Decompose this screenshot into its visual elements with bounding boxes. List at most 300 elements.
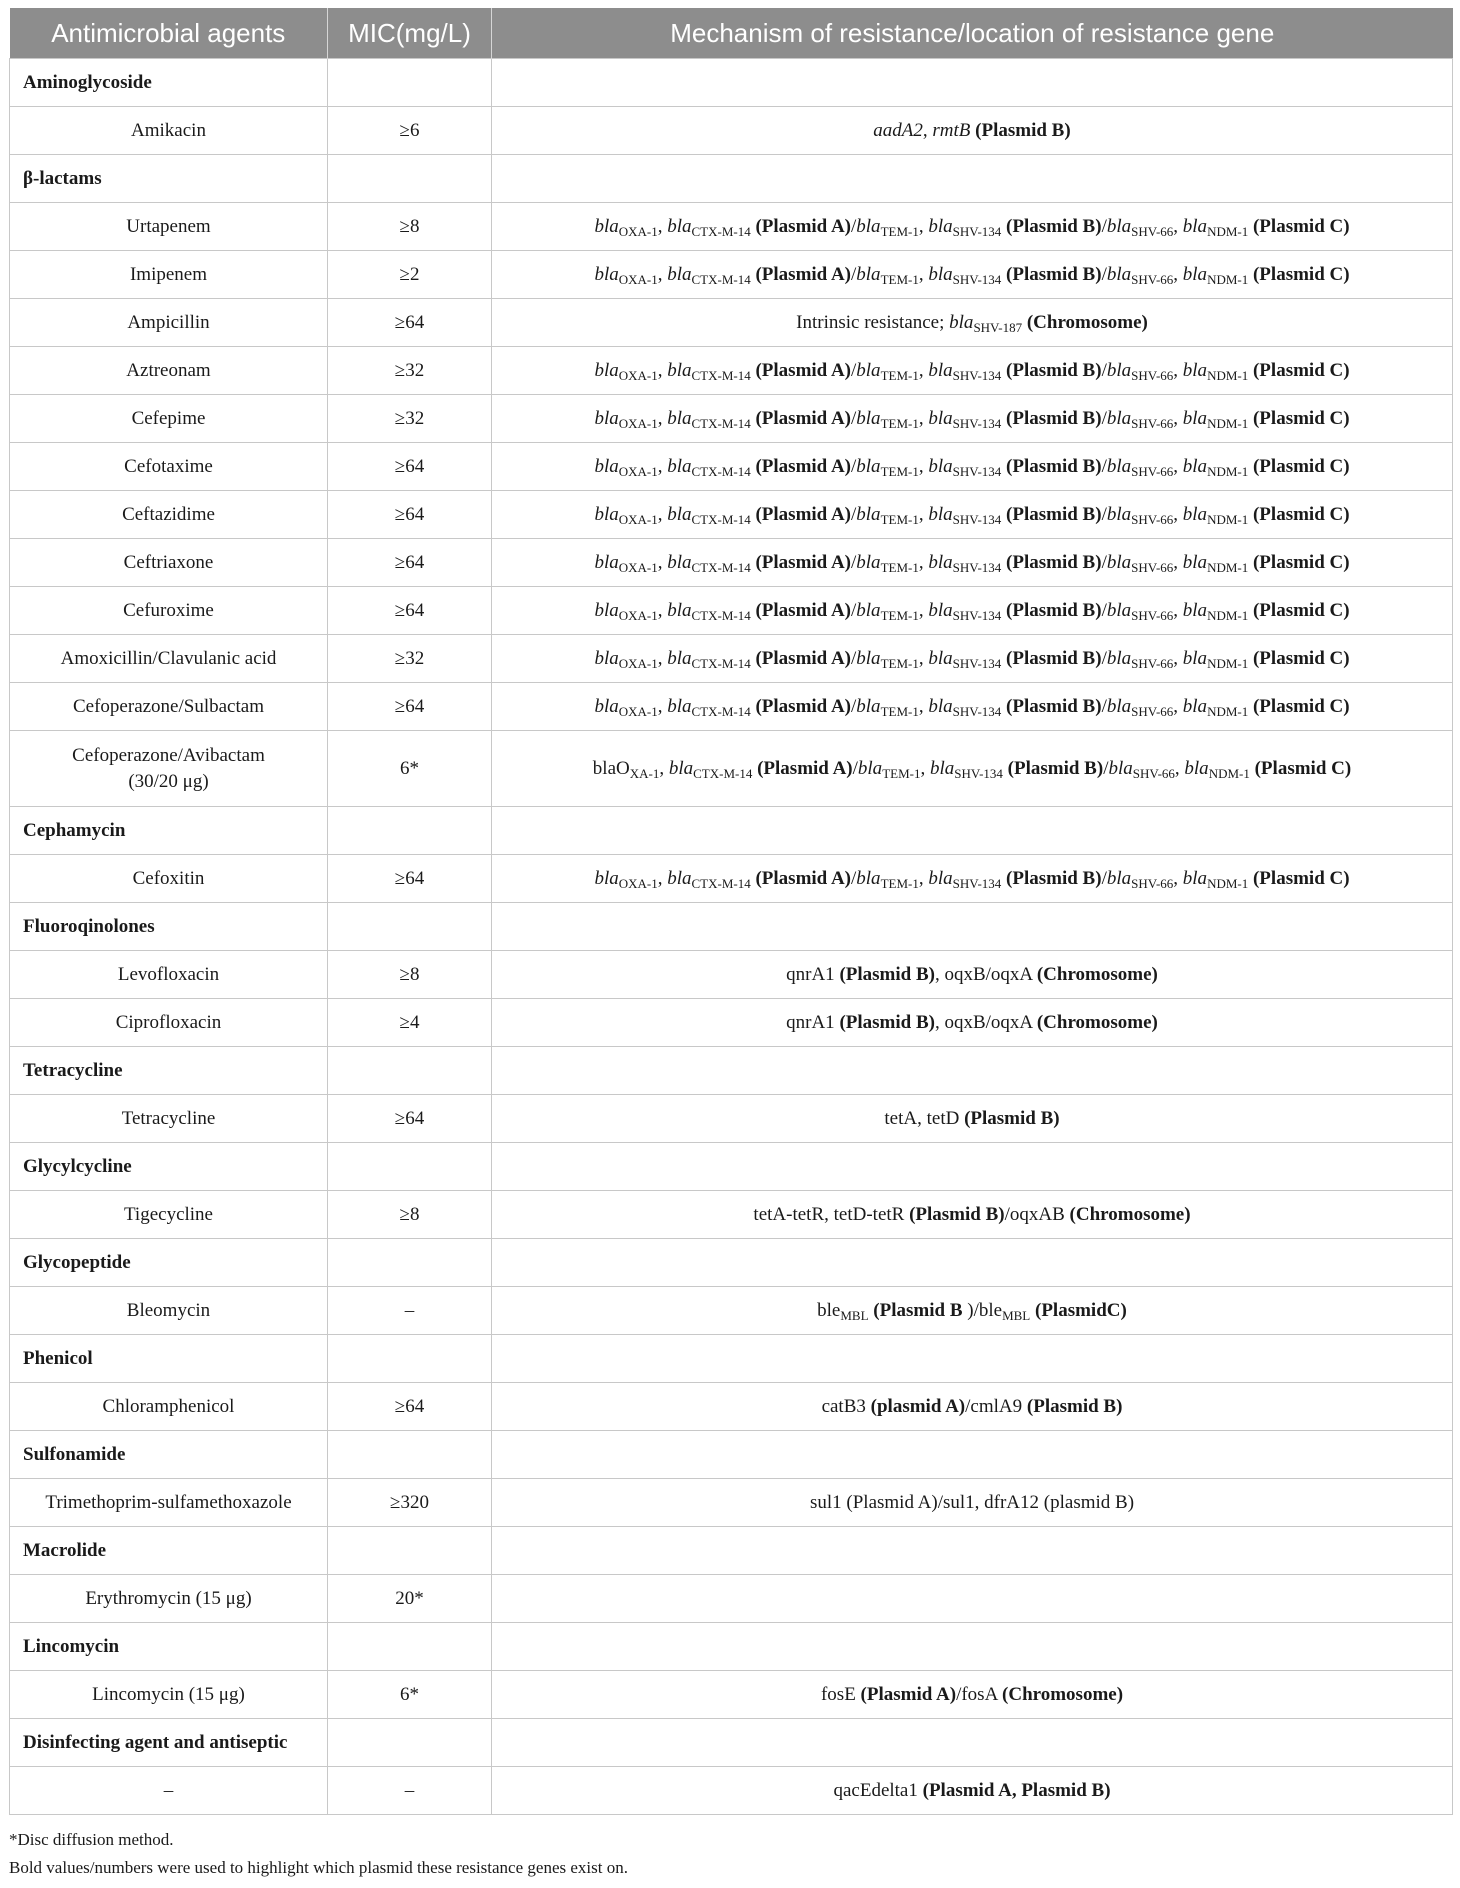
location-label: (Plasmid A) [860, 1683, 957, 1705]
gene-name: bla [1106, 599, 1132, 621]
agent-name [10, 299, 328, 347]
column-header-mechanism: Mechanism of resistance/location of resistance gene [492, 8, 1453, 59]
gene-name: bla [856, 215, 881, 237]
table-row [10, 731, 1453, 807]
gene-name: bla [667, 455, 692, 477]
gene-name: bla [667, 599, 692, 621]
mic-value: ≥6 [328, 107, 492, 155]
location-label: (Plasmid C) [1252, 503, 1350, 525]
gene-subscript: SHV-66 [1131, 875, 1174, 891]
category-name: Glycopeptide [10, 1239, 328, 1287]
gene-subscript: NDM-1 [1207, 463, 1249, 479]
agent-name-text: Ampicillin [127, 311, 210, 333]
gene-name: bla [1106, 455, 1132, 477]
agent-name [10, 539, 328, 587]
mic-value: 6* [328, 1671, 492, 1719]
gene-subscript: CTX-M-14 [691, 655, 751, 671]
location-label: (Plasmid A) [755, 695, 851, 717]
category-row [10, 1431, 1453, 1479]
agent-name-text: Aztreonam [126, 359, 211, 381]
agent-name-text: Levofloxacin [117, 963, 220, 985]
mechanism-cell [492, 107, 1453, 155]
mechanism-cell [492, 1431, 1453, 1479]
agent-name [10, 999, 328, 1047]
mechanism-text: Intrinsic resistance; [796, 311, 950, 333]
gene-subscript: OXA-1 [618, 367, 658, 383]
category-name: Sulfonamide [10, 1431, 328, 1479]
location-label: (Plasmid C) [1252, 263, 1350, 285]
mechanism-text: , [918, 359, 929, 381]
mechanism-cell [492, 807, 1453, 855]
gene-name: bla [667, 503, 692, 525]
table-row [10, 855, 1453, 903]
mechanism-cell [492, 491, 1453, 539]
table-row [10, 1191, 1453, 1239]
mechanism-cell [492, 731, 1453, 807]
category-name: Tetracycline [10, 1047, 328, 1095]
mic-value: ≥8 [328, 951, 492, 999]
agent-name [10, 1767, 328, 1815]
gene-name: bla [667, 359, 692, 381]
mechanism-text: / [1101, 599, 1107, 621]
resistance-table [9, 8, 1453, 1815]
gene-name: bla [928, 647, 953, 669]
mechanism-text: / [1101, 215, 1107, 237]
gene-name: bla [1106, 503, 1132, 525]
gene-name: aadA2 [873, 119, 923, 141]
agent-name-text: Erythromycin (15 μg) [85, 1587, 252, 1609]
gene-name: bla [929, 757, 955, 779]
mechanism-text: , [918, 867, 929, 889]
gene-subscript: OXA-1 [618, 607, 658, 623]
gene-name: bla [856, 407, 881, 429]
gene-subscript: SHV-66 [1131, 703, 1174, 719]
footnote-bold-values: Bold values/numbers were used to highlight which plasmid these resistance genes exist on. [9, 1858, 628, 1877]
agent-name-text: Chloramphenicol [102, 1395, 235, 1417]
location-label: (Plasmid C) [1252, 407, 1350, 429]
agent-name [10, 635, 328, 683]
mechanism-cell [492, 1383, 1453, 1431]
gene-name: bla [594, 407, 619, 429]
location-label: (Plasmid B) [1006, 599, 1102, 621]
mechanism-text: / [1101, 263, 1107, 285]
mechanism-text: , [918, 215, 929, 237]
mic-value: ≥2 [328, 251, 492, 299]
gene-name: bla [856, 551, 881, 573]
location-label: (Plasmid C) [1252, 551, 1350, 573]
mechanism-text: , [918, 599, 929, 621]
table-body [10, 59, 1453, 1815]
location-label: (Plasmid C) [1252, 599, 1350, 621]
mechanism-cell [492, 1575, 1453, 1623]
mechanism-text: , [918, 695, 929, 717]
mic-cell [328, 807, 492, 855]
gene-name: rmtB [932, 119, 971, 141]
mechanism-text: tetA, tetD [884, 1107, 965, 1129]
agent-name-text: Ciprofloxacin [115, 1011, 222, 1033]
location-label: (Plasmid A) [755, 455, 851, 477]
agent-name [10, 251, 328, 299]
mic-value: ≥64 [328, 855, 492, 903]
gene-subscript: TEM-1 [880, 607, 919, 623]
gene-subscript: TEM-1 [882, 765, 921, 781]
gene-name: bla [928, 695, 953, 717]
gene-name: bla [1106, 695, 1132, 717]
mic-cell [328, 59, 492, 107]
gene-subscript: NDM-1 [1207, 655, 1249, 671]
mechanism-text: , [1173, 867, 1183, 889]
category-name: Glycylcycline [10, 1143, 328, 1191]
agent-name [10, 731, 328, 807]
location-label: (Plasmid A) [755, 359, 851, 381]
location-label: (Chromosome) [1036, 963, 1158, 985]
agent-name-text: Tetracycline [121, 1107, 216, 1129]
gene-name: bla [1106, 867, 1132, 889]
mechanism-text: )/ble [967, 1299, 1003, 1321]
gene-name: bla [1182, 551, 1208, 573]
mechanism-text: , [657, 359, 668, 381]
category-row [10, 155, 1453, 203]
gene-subscript: SHV-134 [952, 703, 1002, 719]
agent-name [10, 107, 328, 155]
gene-name: bla [1106, 647, 1132, 669]
mic-value: ≥8 [328, 203, 492, 251]
agent-name-text: Cefotaxime [124, 455, 213, 477]
location-label: (Plasmid B) [1006, 407, 1102, 429]
mechanism-text: , [1173, 455, 1183, 477]
location-label: (Plasmid B) [1006, 455, 1102, 477]
gene-subscript: SHV-66 [1131, 511, 1174, 527]
gene-name: bla [1106, 263, 1132, 285]
mechanism-text: , [657, 455, 668, 477]
mechanism-text: , [1173, 647, 1183, 669]
gene-subscript: SHV-66 [1131, 223, 1174, 239]
gene-subscript: CTX-M-14 [691, 607, 751, 623]
mic-value: ≥64 [328, 491, 492, 539]
mechanism-text: / [1101, 647, 1107, 669]
location-label: (Plasmid B) [1006, 215, 1102, 237]
mic-value: ≥64 [328, 587, 492, 635]
gene-subscript: TEM-1 [880, 655, 919, 671]
category-row [10, 1335, 1453, 1383]
gene-name: bla [594, 215, 619, 237]
mechanism-text: / [851, 647, 857, 669]
table-row [10, 1767, 1453, 1815]
agent-name [10, 1671, 328, 1719]
mechanism-cell [492, 1719, 1453, 1767]
mechanism-text: / [852, 757, 858, 779]
gene-name: bla [949, 311, 974, 333]
gene-subscript: SHV-134 [952, 367, 1002, 383]
mic-cell [328, 1431, 492, 1479]
agent-name-text: Cefepime [131, 407, 206, 429]
location-label: (Plasmid B) [1006, 359, 1102, 381]
gene-name: bla [928, 359, 953, 381]
gene-subscript: CTX-M-14 [691, 703, 751, 719]
gene-subscript: SHV-66 [1132, 765, 1175, 781]
gene-subscript: OXA-1 [618, 415, 658, 431]
gene-subscript: CTX-M-14 [693, 765, 753, 781]
table-row [10, 251, 1453, 299]
table-row [10, 635, 1453, 683]
gene-name: bla [594, 359, 619, 381]
mechanism-text: / [1101, 695, 1107, 717]
gene-name: bla [928, 867, 953, 889]
gene-subscript: OXA-1 [618, 511, 658, 527]
mechanism-cell [492, 951, 1453, 999]
gene-name: bla [1182, 263, 1208, 285]
gene-subscript: NDM-1 [1207, 415, 1249, 431]
location-label: (Plasmid A) [757, 757, 853, 779]
gene-subscript: MBL [840, 1307, 869, 1323]
mechanism-text: , [918, 647, 929, 669]
mic-cell [328, 1335, 492, 1383]
mic-cell [328, 1143, 492, 1191]
mechanism-cell [492, 1623, 1453, 1671]
gene-name: bla [1182, 695, 1208, 717]
gene-name: bla [856, 359, 881, 381]
footnote-disc-diffusion: *Disc diffusion method. [9, 1830, 174, 1849]
gene-subscript: OXA-1 [618, 223, 658, 239]
category-name: Cephamycin [10, 807, 328, 855]
column-header-agents: Antimicrobial agents [10, 8, 328, 59]
category-row [10, 1239, 1453, 1287]
mechanism-text: blaO [592, 757, 630, 779]
mic-value: 6* [328, 731, 492, 807]
gene-subscript: SHV-134 [952, 223, 1002, 239]
gene-subscript: SHV-134 [952, 655, 1002, 671]
gene-name: bla [1182, 503, 1208, 525]
gene-subscript: SHV-187 [973, 319, 1023, 335]
agent-name-text: Urtapenem [126, 215, 211, 237]
category-name: Phenicol [10, 1335, 328, 1383]
gene-name: bla [594, 695, 619, 717]
mechanism-cell [492, 1671, 1453, 1719]
gene-subscript: SHV-134 [952, 271, 1002, 287]
gene-name: bla [667, 407, 692, 429]
category-row [10, 59, 1453, 107]
gene-name: bla [928, 503, 953, 525]
mechanism-cell [492, 1479, 1453, 1527]
gene-subscript: OXA-1 [618, 703, 658, 719]
mechanism-cell [492, 251, 1453, 299]
gene-name: bla [667, 551, 692, 573]
mechanism-text: , [657, 551, 668, 573]
agent-name-text: Cefoperazone/Avibactam [72, 744, 265, 766]
mechanism-text: , [657, 503, 668, 525]
table-row [10, 539, 1453, 587]
gene-name: bla [594, 263, 619, 285]
location-label: (Plasmid A, Plasmid B) [922, 1779, 1111, 1801]
mechanism-text: / [1101, 455, 1107, 477]
location-label: (plasmid A) [870, 1395, 966, 1417]
location-label: (Plasmid A) [755, 599, 851, 621]
mechanism-text: qnrA1 [786, 963, 840, 985]
agent-name-text: Tigecycline [123, 1203, 213, 1225]
gene-subscript: SHV-66 [1131, 271, 1174, 287]
mechanism-text: / [851, 551, 857, 573]
mechanism-text: , [1173, 215, 1183, 237]
gene-name: bla [1182, 407, 1208, 429]
mechanism-text: , [1174, 757, 1185, 779]
gene-name: bla [667, 695, 692, 717]
table-row [10, 999, 1453, 1047]
category-name: Aminoglycoside [10, 59, 328, 107]
mechanism-cell [492, 1767, 1453, 1815]
mic-value: ≥64 [328, 1383, 492, 1431]
mechanism-text: , [657, 215, 668, 237]
agent-name [10, 1191, 328, 1239]
mechanism-text: / [1103, 757, 1109, 779]
gene-subscript: CTX-M-14 [691, 511, 751, 527]
gene-subscript: NDM-1 [1207, 875, 1249, 891]
agent-name-text: Lincomycin (15 μg) [92, 1683, 245, 1705]
gene-name: bla [667, 263, 692, 285]
location-label: (Plasmid A) [755, 647, 851, 669]
gene-name: bla [1106, 407, 1132, 429]
mic-value: – [328, 1287, 492, 1335]
mic-value: ≥64 [328, 683, 492, 731]
mechanism-text: , [659, 757, 669, 779]
gene-name: bla [856, 647, 881, 669]
gene-name: bla [928, 599, 953, 621]
gene-subscript: OXA-1 [618, 463, 658, 479]
gene-subscript: NDM-1 [1207, 559, 1249, 575]
agent-name-text: Cefuroxime [123, 599, 214, 621]
location-label: (Plasmid B) [964, 1107, 1060, 1129]
mic-cell [328, 1239, 492, 1287]
gene-name: bla [594, 867, 619, 889]
mechanism-text: / [1101, 407, 1107, 429]
gene-name: bla [928, 407, 953, 429]
location-label: (Plasmid B) [909, 1203, 1005, 1225]
gene-subscript: TEM-1 [880, 559, 919, 575]
gene-subscript: NDM-1 [1207, 607, 1249, 623]
mic-cell [328, 1527, 492, 1575]
mechanism-cell [492, 395, 1453, 443]
mic-value: ≥32 [328, 395, 492, 443]
gene-name: bla [594, 599, 619, 621]
gene-subscript: CTX-M-14 [691, 415, 751, 431]
location-label: (Plasmid C) [1254, 757, 1352, 779]
gene-subscript: TEM-1 [880, 271, 919, 287]
mechanism-text: fosE [820, 1683, 861, 1705]
mechanism-text: , [918, 455, 929, 477]
mechanism-text: , [1173, 695, 1183, 717]
mechanism-cell [492, 1335, 1453, 1383]
location-label: (Plasmid A) [755, 867, 851, 889]
gene-name: bla [667, 867, 692, 889]
table-row [10, 1287, 1453, 1335]
gene-name: bla [856, 695, 881, 717]
location-label: (Chromosome) [1036, 1011, 1158, 1033]
gene-name: bla [594, 455, 619, 477]
gene-subscript: CTX-M-14 [691, 559, 751, 575]
mechanism-cell [492, 587, 1453, 635]
gene-name: bla [668, 757, 694, 779]
gene-subscript: NDM-1 [1207, 511, 1249, 527]
category-name: Lincomycin [10, 1623, 328, 1671]
agent-name [10, 1095, 328, 1143]
gene-name: bla [928, 455, 953, 477]
gene-subscript: SHV-66 [1131, 559, 1174, 575]
mechanism-cell [492, 1239, 1453, 1287]
table-row [10, 683, 1453, 731]
table-row [10, 951, 1453, 999]
mic-value: ≥64 [328, 299, 492, 347]
agent-name-text: Cefoxitin [132, 867, 205, 889]
location-label: (Plasmid B) [1006, 503, 1102, 525]
gene-subscript: SHV-66 [1131, 655, 1174, 671]
gene-subscript: NDM-1 [1207, 367, 1249, 383]
table-row [10, 299, 1453, 347]
gene-subscript: MBL [1002, 1307, 1031, 1323]
agent-name [10, 855, 328, 903]
location-label: (Chromosome) [1069, 1203, 1191, 1225]
mechanism-text: / [851, 359, 857, 381]
mechanism-text: , [1173, 263, 1183, 285]
gene-name: bla [856, 263, 881, 285]
agent-name [10, 1479, 328, 1527]
mic-value: ≥64 [328, 1095, 492, 1143]
mechanism-cell [492, 203, 1453, 251]
location-label: (Plasmid A) [755, 551, 851, 573]
agent-name [10, 347, 328, 395]
location-label: (Plasmid A) [755, 215, 851, 237]
mic-value: ≥64 [328, 539, 492, 587]
table-row [10, 1479, 1453, 1527]
gene-subscript: SHV-134 [952, 607, 1002, 623]
mechanism-text: / [851, 599, 857, 621]
mechanism-cell [492, 299, 1453, 347]
category-row [10, 1719, 1453, 1767]
table-row [10, 203, 1453, 251]
location-label: (Plasmid B) [839, 1011, 935, 1033]
gene-name: bla [1182, 455, 1208, 477]
mic-value: ≥64 [328, 443, 492, 491]
gene-subscript: OXA-1 [618, 559, 658, 575]
table-row [10, 443, 1453, 491]
gene-subscript: OXA-1 [618, 875, 658, 891]
gene-name: bla [667, 215, 692, 237]
gene-name: bla [928, 551, 953, 573]
table-row [10, 491, 1453, 539]
table-row [10, 587, 1453, 635]
table-row [10, 1671, 1453, 1719]
agent-name-text: Trimethoprim-sulfamethoxazole [45, 1491, 292, 1513]
mechanism-text: /fosA [956, 1683, 1003, 1705]
table-footnotes [9, 1826, 628, 1882]
mic-value: ≥8 [328, 1191, 492, 1239]
gene-subscript: SHV-66 [1131, 607, 1174, 623]
mechanism-text: / [851, 215, 857, 237]
mechanism-text: /oqxAB [1004, 1203, 1070, 1225]
gene-subscript: NDM-1 [1207, 223, 1249, 239]
gene-name: bla [856, 867, 881, 889]
gene-subscript: TEM-1 [880, 463, 919, 479]
mechanism-text: /cmlA9 [965, 1395, 1027, 1417]
location-label: (Plasmid B) [1007, 757, 1104, 779]
gene-name: bla [1182, 359, 1208, 381]
gene-name: bla [928, 215, 953, 237]
mechanism-cell [492, 1191, 1453, 1239]
mechanism-text: qnrA1 [786, 1011, 840, 1033]
gene-subscript: OXA-1 [618, 271, 658, 287]
gene-name: bla [928, 263, 953, 285]
gene-name: bla [1106, 215, 1132, 237]
location-label: (Plasmid B) [1006, 867, 1102, 889]
gene-name: bla [1182, 599, 1208, 621]
